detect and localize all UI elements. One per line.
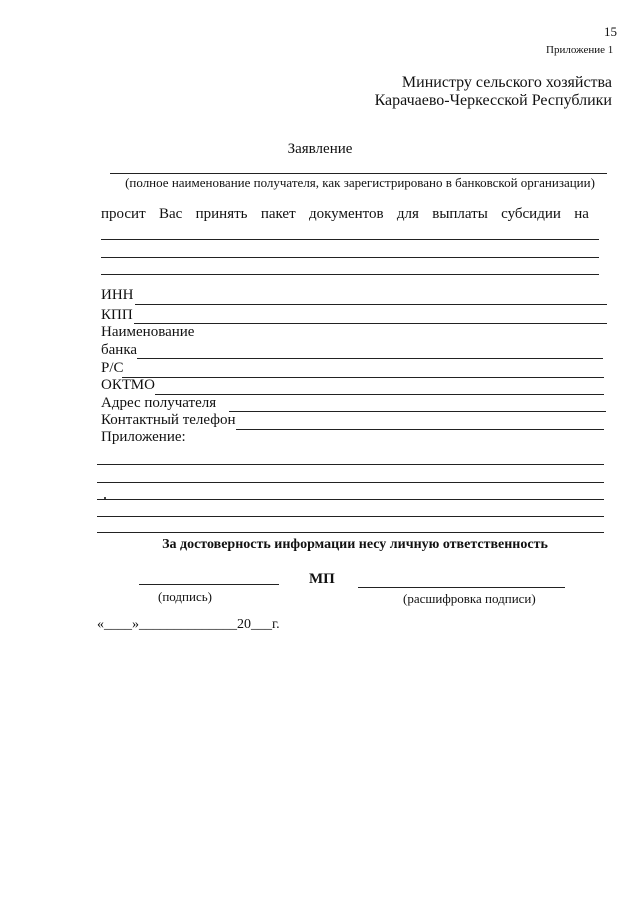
purpose-line-1[interactable] — [101, 239, 599, 240]
attachment-line-5[interactable] — [97, 532, 604, 533]
address-label: Адрес получателя — [101, 395, 217, 411]
attachment-line-4[interactable] — [97, 516, 604, 517]
signature-decoding-line[interactable] — [358, 587, 565, 588]
bank-name-field-line[interactable] — [137, 358, 603, 359]
recipient-caption: (полное наименование получателя, как зарегистрировано в банковской организации) — [125, 175, 595, 190]
attachment-label: Приложение: — [101, 429, 186, 445]
signature-line[interactable] — [139, 584, 279, 585]
request-sentence — [101, 206, 589, 223]
kpp-label: КПП — [101, 307, 133, 323]
address-field-line[interactable] — [229, 411, 606, 412]
request-word: для — [396, 206, 419, 222]
purpose-line-3[interactable] — [101, 274, 599, 275]
stamp-label: МП — [309, 571, 335, 587]
kpp-field-line[interactable] — [134, 323, 607, 324]
attachment-line-3[interactable] — [97, 499, 604, 500]
signature-decoding-caption: (расшифровка подписи) — [403, 591, 536, 606]
document-title: Заявление — [287, 141, 353, 157]
attachment-line-1[interactable] — [97, 464, 604, 465]
inn-field-line[interactable] — [135, 304, 607, 305]
appendix-label: Приложение 1 — [546, 44, 614, 56]
request-word: Вас — [158, 206, 183, 222]
inn-label: ИНН — [101, 287, 134, 303]
purpose-line-2[interactable] — [101, 257, 599, 258]
request-word: выплаты — [432, 206, 488, 222]
account-label: Р/С — [101, 360, 124, 376]
addressee-line-1: Министру сельского хозяйства — [401, 74, 612, 91]
oktmo-field-line[interactable] — [155, 394, 604, 395]
phone-field-line[interactable] — [236, 429, 604, 430]
account-field-line[interactable] — [122, 377, 604, 378]
request-word: субсидии — [501, 206, 561, 222]
date-field[interactable]: «____»______________20___г. — [97, 617, 280, 632]
page-number: 15 — [604, 24, 617, 39]
responsibility-note: За достоверность информации несу личную ответственность — [162, 537, 548, 552]
request-word: документов — [308, 206, 384, 222]
oktmo-label: ОКТМО — [101, 377, 155, 393]
phone-label: Контактный телефон — [101, 412, 236, 428]
request-word: пакет — [260, 206, 296, 222]
request-word: просит — [101, 206, 146, 222]
request-word: принять — [195, 206, 248, 222]
addressee-line-2: Карачаево-Черкесской Республики — [374, 92, 612, 109]
recipient-name-line — [110, 173, 607, 174]
signature-caption: (подпись) — [158, 589, 212, 604]
attachment-line-2[interactable] — [97, 482, 604, 483]
request-word: на — [574, 206, 589, 222]
bank-name-label-1: Наименование — [101, 324, 195, 340]
bank-name-label-2: банка — [101, 342, 138, 358]
